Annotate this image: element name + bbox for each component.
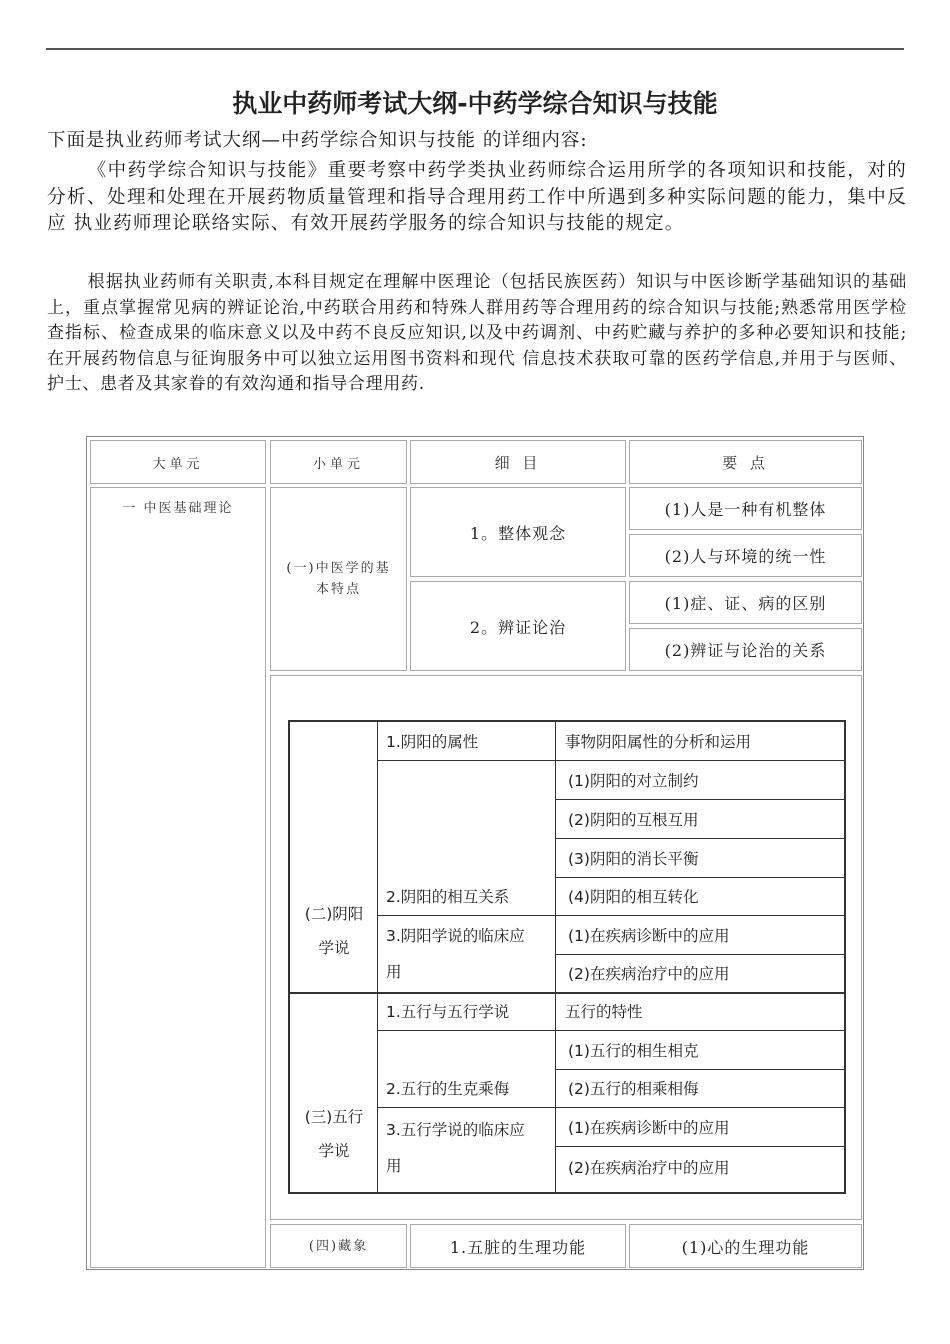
point: (1)在疾病诊断中的应用	[568, 926, 730, 945]
point: (1)在疾病诊断中的应用	[568, 1118, 730, 1137]
point: (4)阴阳的相互转化	[568, 888, 699, 906]
item-cell: 1。整体观念	[410, 487, 626, 577]
point: (1)五行的相生相克	[568, 1041, 699, 1060]
wuxing-item-2: 2.五行的生克乘侮	[386, 1080, 510, 1098]
wuxing-item-1: 1.五行与五行学说	[386, 1003, 510, 1021]
point-cell: (2)辨证与论治的关系	[629, 628, 862, 671]
header-rule	[46, 48, 904, 50]
yinyang-item-1: 1.阴阳的属性	[386, 733, 479, 751]
paragraph-2: 根据执业药师有关职责,本科目规定在理解中医理论（包括民族医药）知识与中医诊断学基础知识的基础上，重点掌握常见病的辨证论治,中药联合用药和特殊人群用药等合理用药的综合知识与技能;熟悉常用医学检查指标、检查成果的临床意义以及中药不良反应知识,以及中药调剂、中药贮藏与养护的多种必要知识和技能;在开展药物信息与征询服务中可以独立运用图书资料和现代 信息技术获取可靠的医药学信息,并用于与医师、护士、患者及其家眷的有效沟通和指导合理用药.	[47, 272, 907, 394]
intro-line: 下面是执业药师考试大纲—中药学综合知识与技能 的详细内容:	[47, 130, 588, 151]
point-cell: (1)心的生理功能	[629, 1224, 862, 1268]
point-cell: (2)人与环境的统一性	[629, 534, 862, 577]
minor-unit-cell: (一)中医学的基本特点	[270, 487, 407, 671]
point: (1)阴阳的对立制约	[568, 771, 699, 790]
header-item: 细 目	[410, 440, 626, 484]
point-cell: (1)症、证、病的区别	[629, 581, 862, 624]
header-minor-unit: 小单元	[270, 440, 407, 484]
header-points: 要 点	[629, 440, 862, 484]
wuxing-item-1-point: 五行的特性	[565, 1003, 643, 1021]
item-cell: 2。辨证论治	[410, 581, 626, 671]
point-cell: (1)人是一种有机整体	[629, 487, 862, 530]
embedded-table	[288, 720, 846, 1194]
major-unit-cell: 一 中医基础理论	[90, 487, 266, 1268]
point: (2)五行的相乘相侮	[568, 1080, 699, 1098]
yinyang-item-2: 2.阴阳的相互关系	[386, 888, 510, 906]
point: (3)阴阳的消长平衡	[568, 849, 699, 868]
yinyang-item-3: 3.阴阳学说的临床应用	[386, 927, 525, 981]
item-cell: 1.五脏的生理功能	[410, 1224, 626, 1268]
wuxing-unit: (三)五行学说	[304, 1108, 364, 1160]
yinyang-unit: (二)阴阳学说	[304, 905, 364, 957]
minor-unit-cell: (四)藏象	[270, 1224, 407, 1268]
point: (2)在疾病治疗中的应用	[568, 1159, 730, 1177]
wuxing-item-3: 3.五行学说的临床应用	[386, 1121, 525, 1175]
point: (2)阴阳的互根互用	[568, 810, 699, 829]
paragraph-1: 《中药学综合知识与技能》重要考察中药学类执业药师综合运用所学的各项知识和技能，对的分析、处理和处理在开展药物质量管理和指导合理用药工作中所遇到多种实际问题的能力，集中反应 执业药师理论联络实际、有效开展药学服务的综合知识与技能的规定。	[47, 160, 907, 234]
point: (2)在疾病治疗中的应用	[568, 965, 730, 983]
header-major-unit: 大单元	[90, 440, 266, 484]
yinyang-item-1-point: 事物阴阳属性的分析和运用	[565, 733, 752, 751]
page-title: 执业中药师考试大纲-中药学综合知识与技能	[232, 89, 718, 118]
